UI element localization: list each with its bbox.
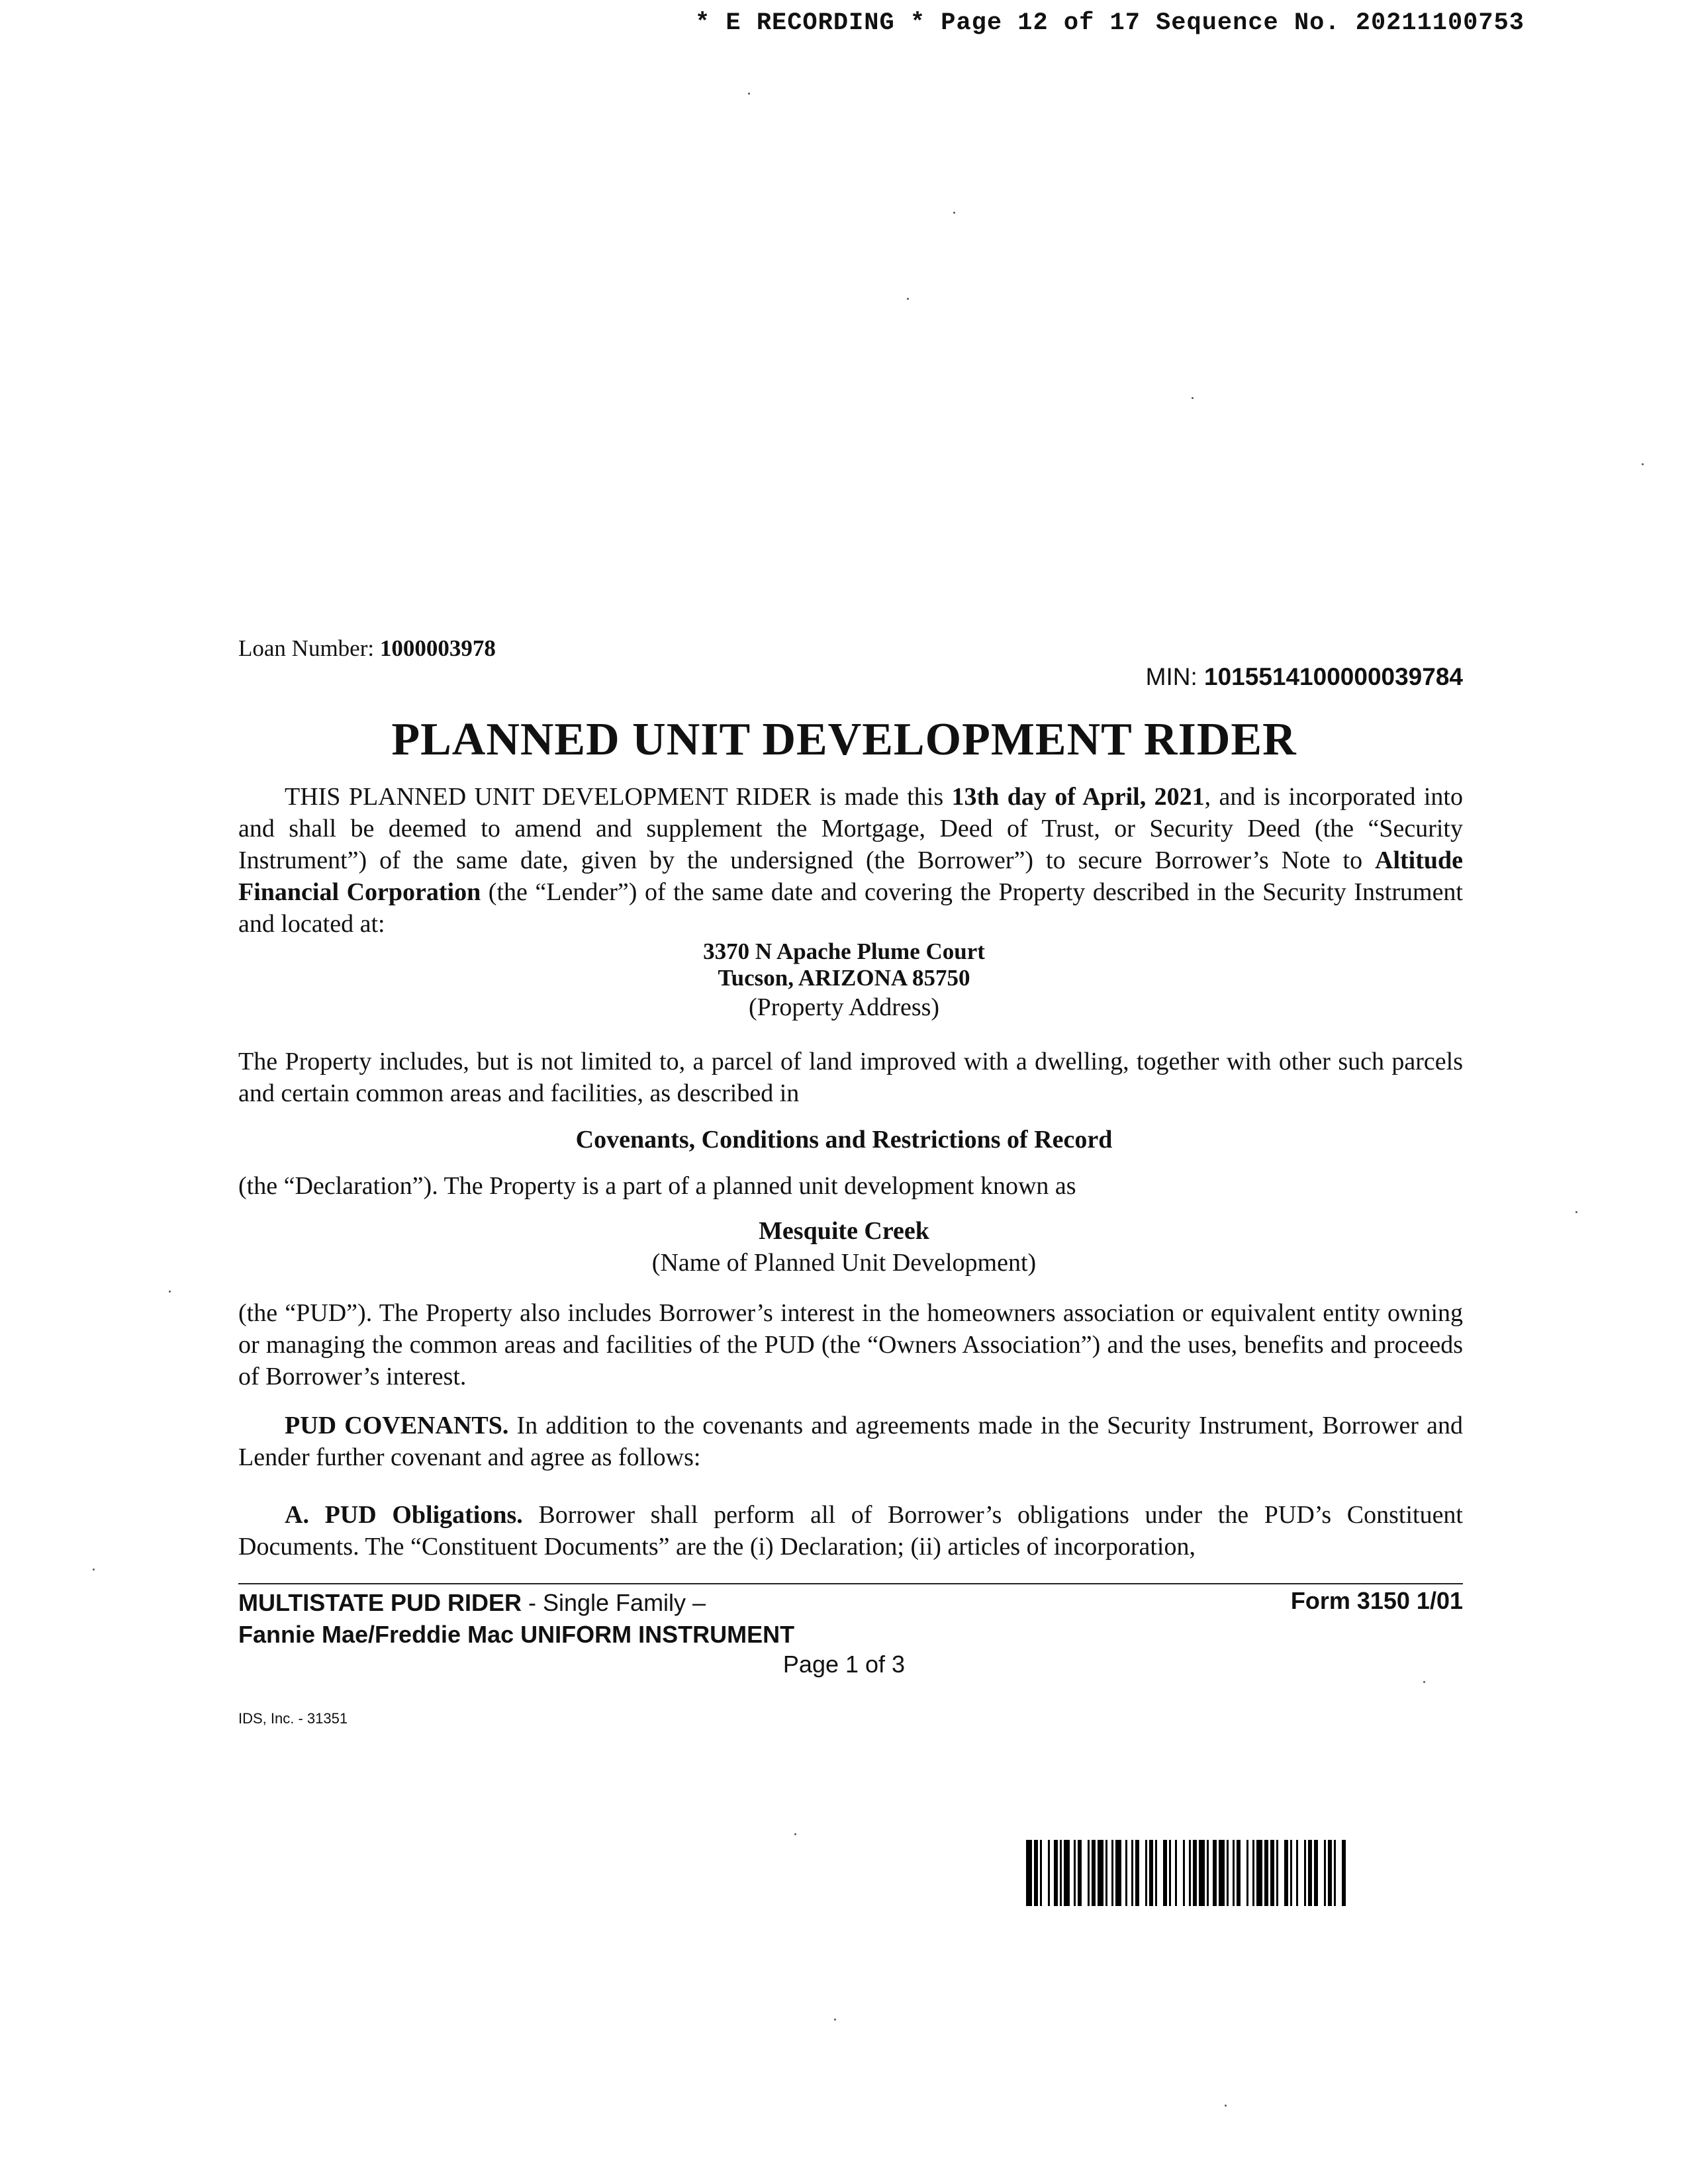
barcode-bar	[1034, 1840, 1038, 1906]
scan-speck	[169, 1291, 171, 1293]
barcode-bar	[1342, 1840, 1346, 1906]
barcode-bar	[1111, 1840, 1113, 1906]
intro-text-1: THIS PLANNED UNIT DEVELOPMENT RIDER is made this	[285, 783, 952, 811]
barcode-bar	[1026, 1840, 1032, 1906]
document-title: PLANNED UNIT DEVELOPMENT RIDER	[391, 714, 1297, 765]
barcode-bar	[1256, 1840, 1262, 1906]
footer-rider-line	[238, 1587, 794, 1619]
barcode-bar	[1135, 1840, 1139, 1906]
barcode-bar	[1149, 1840, 1153, 1906]
scan-speck	[953, 212, 955, 214]
barcode-bar	[1290, 1840, 1292, 1906]
pud-covenants-text: In addition to the covenants and agreements made in the Security Instrument, Borrower and Lender further covenant and agree as follows:	[238, 1412, 1463, 1471]
scan-speck	[1225, 2105, 1227, 2107]
intro-text-3: (the “Lender”) of the same date and covering the Property described in the Security Instrument and located at:	[238, 878, 1463, 938]
footer-form-description	[238, 1587, 794, 1651]
barcode-bar	[1219, 1840, 1225, 1906]
loan-number-line	[238, 635, 496, 662]
intro-paragraph	[238, 781, 1463, 940]
barcode-bar	[1054, 1840, 1058, 1906]
barcode-bar	[1252, 1840, 1254, 1906]
footer-rider-rest: - Single Family –	[521, 1589, 706, 1616]
scan-speck	[748, 93, 750, 95]
min-value: 1015514100000039784	[1204, 663, 1463, 690]
barcode-bar	[1284, 1840, 1288, 1906]
address-line-2: Tucson, ARIZONA 85750	[718, 965, 970, 991]
scan-speck	[93, 1569, 95, 1570]
barcode-bar	[1074, 1840, 1076, 1906]
barcode-bar	[1246, 1840, 1248, 1906]
address-caption: (Property Address)	[748, 993, 940, 1021]
barcode-bar	[1115, 1840, 1121, 1906]
barcode-bar	[1324, 1840, 1326, 1906]
barcode-bar	[1169, 1840, 1171, 1906]
barcode-bar	[1183, 1840, 1185, 1906]
barcode-bar	[1237, 1840, 1241, 1906]
pud-covenants-heading: PUD COVENANTS.	[285, 1412, 509, 1439]
barcode-bar	[1276, 1840, 1278, 1906]
barcode-bar	[1048, 1840, 1050, 1906]
page-number: Page 1 of 3	[782, 1651, 906, 1678]
barcode-bar	[1264, 1840, 1268, 1906]
pud-obligations-heading: A. PUD Obligations.	[285, 1501, 523, 1529]
pud-obligations-paragraph	[238, 1499, 1463, 1563]
pud-obligations-text: Borrower shall perform all of Borrower’s obligations under the PUD’s Constituent Documents. The “Constituent Documents” are the (i) Declaration; (ii) articles of incorporation,	[238, 1501, 1463, 1561]
barcode-bar	[1088, 1840, 1090, 1906]
pud-name-caption: (Name of Planned Unit Development)	[651, 1249, 1037, 1277]
barcode-bar	[1145, 1840, 1147, 1906]
barcode-bar	[1175, 1840, 1177, 1906]
loan-number-label: Loan Number:	[238, 635, 375, 661]
footer-divider	[238, 1583, 1463, 1584]
scan-speck	[907, 298, 909, 300]
declaration-name: Covenants, Conditions and Restrictions of Record	[575, 1126, 1113, 1154]
declaration-paragraph: (the “Declaration”). The Property is a part of a planned unit development known as	[238, 1172, 1076, 1200]
barcode-bar	[1296, 1840, 1298, 1906]
barcode-bar	[1105, 1840, 1107, 1906]
barcode-bar	[1155, 1840, 1157, 1906]
barcode-image	[1026, 1840, 1463, 1906]
footer-ids-code: IDS, Inc. - 31351	[238, 1710, 348, 1727]
barcode-bar	[1308, 1840, 1312, 1906]
recording-header: * E RECORDING * Page 12 of 17 Sequence No. 20211100753	[695, 9, 1524, 37]
barcode-bar	[1040, 1840, 1042, 1906]
barcode-bar	[1207, 1840, 1209, 1906]
property-address-block	[0, 938, 1688, 1023]
barcode-bar	[1199, 1840, 1205, 1906]
barcode-bar	[1270, 1840, 1274, 1906]
address-line-1: 3370 N Apache Plume Court	[703, 938, 985, 964]
footer-form-number: Form 3150 1/01	[1290, 1587, 1463, 1614]
scan-speck	[1423, 1681, 1425, 1683]
pud-paragraph: (the “PUD”). The Property also includes Borrower’s interest in the homeowners association or equivalent entity owning or managing the common areas and facilities of the PUD (the “Owners Association”) and the uses, benefits and proceeds of Borrower’s interest.	[238, 1299, 1463, 1390]
barcode-bar	[1125, 1840, 1127, 1906]
barcode-bar	[1078, 1840, 1082, 1906]
scan-speck	[1575, 1211, 1577, 1213]
barcode-bar	[1334, 1840, 1336, 1906]
pud-name: Mesquite Creek	[759, 1217, 929, 1245]
barcode-bar	[1064, 1840, 1070, 1906]
min-line	[1146, 663, 1463, 691]
property-paragraph: The Property includes, but is not limited to, a parcel of land improved with a dwelling, together with other such parcels and certain common areas and facilities, as described in	[238, 1048, 1463, 1107]
barcode-bar	[1092, 1840, 1096, 1906]
loan-number-value: 1000003978	[379, 635, 496, 661]
barcode-bar	[1328, 1840, 1332, 1906]
barcode-bar	[1233, 1840, 1235, 1906]
barcode-bar	[1213, 1840, 1217, 1906]
scan-speck	[794, 1833, 796, 1835]
barcode-bar	[1163, 1840, 1167, 1906]
barcode-bar	[1131, 1840, 1133, 1906]
footer-rider-bold: MULTISTATE PUD RIDER	[238, 1589, 522, 1616]
footer-instrument: Fannie Mae/Freddie Mac UNIFORM INSTRUMENT	[238, 1621, 795, 1648]
scan-speck	[1642, 463, 1644, 465]
min-label: MIN:	[1145, 663, 1197, 690]
pud-covenants-paragraph	[238, 1410, 1463, 1473]
barcode-bar	[1060, 1840, 1062, 1906]
barcode-bar	[1314, 1840, 1318, 1906]
footer-instrument-line	[238, 1619, 794, 1651]
intro-text-2: , and is incorporated into and shall be deemed to amend and supplement the Mortgage, Deed of Trust, or Security Deed (the “Security Instrument”) of the same date, given by the undersigned (the Borrower”) to secure Borrower’s Note to	[238, 783, 1463, 874]
barcode-bar	[1304, 1840, 1306, 1906]
scan-speck	[834, 2019, 836, 2021]
lender-name: Altitude Financial Corporation	[238, 846, 1463, 906]
barcode-bar	[1189, 1840, 1191, 1906]
barcode-bar	[1193, 1840, 1197, 1906]
rider-date: 13th day of April, 2021	[951, 783, 1205, 811]
scan-speck	[1192, 397, 1194, 399]
barcode-bar	[1227, 1840, 1229, 1906]
barcode-bar	[1098, 1840, 1103, 1906]
